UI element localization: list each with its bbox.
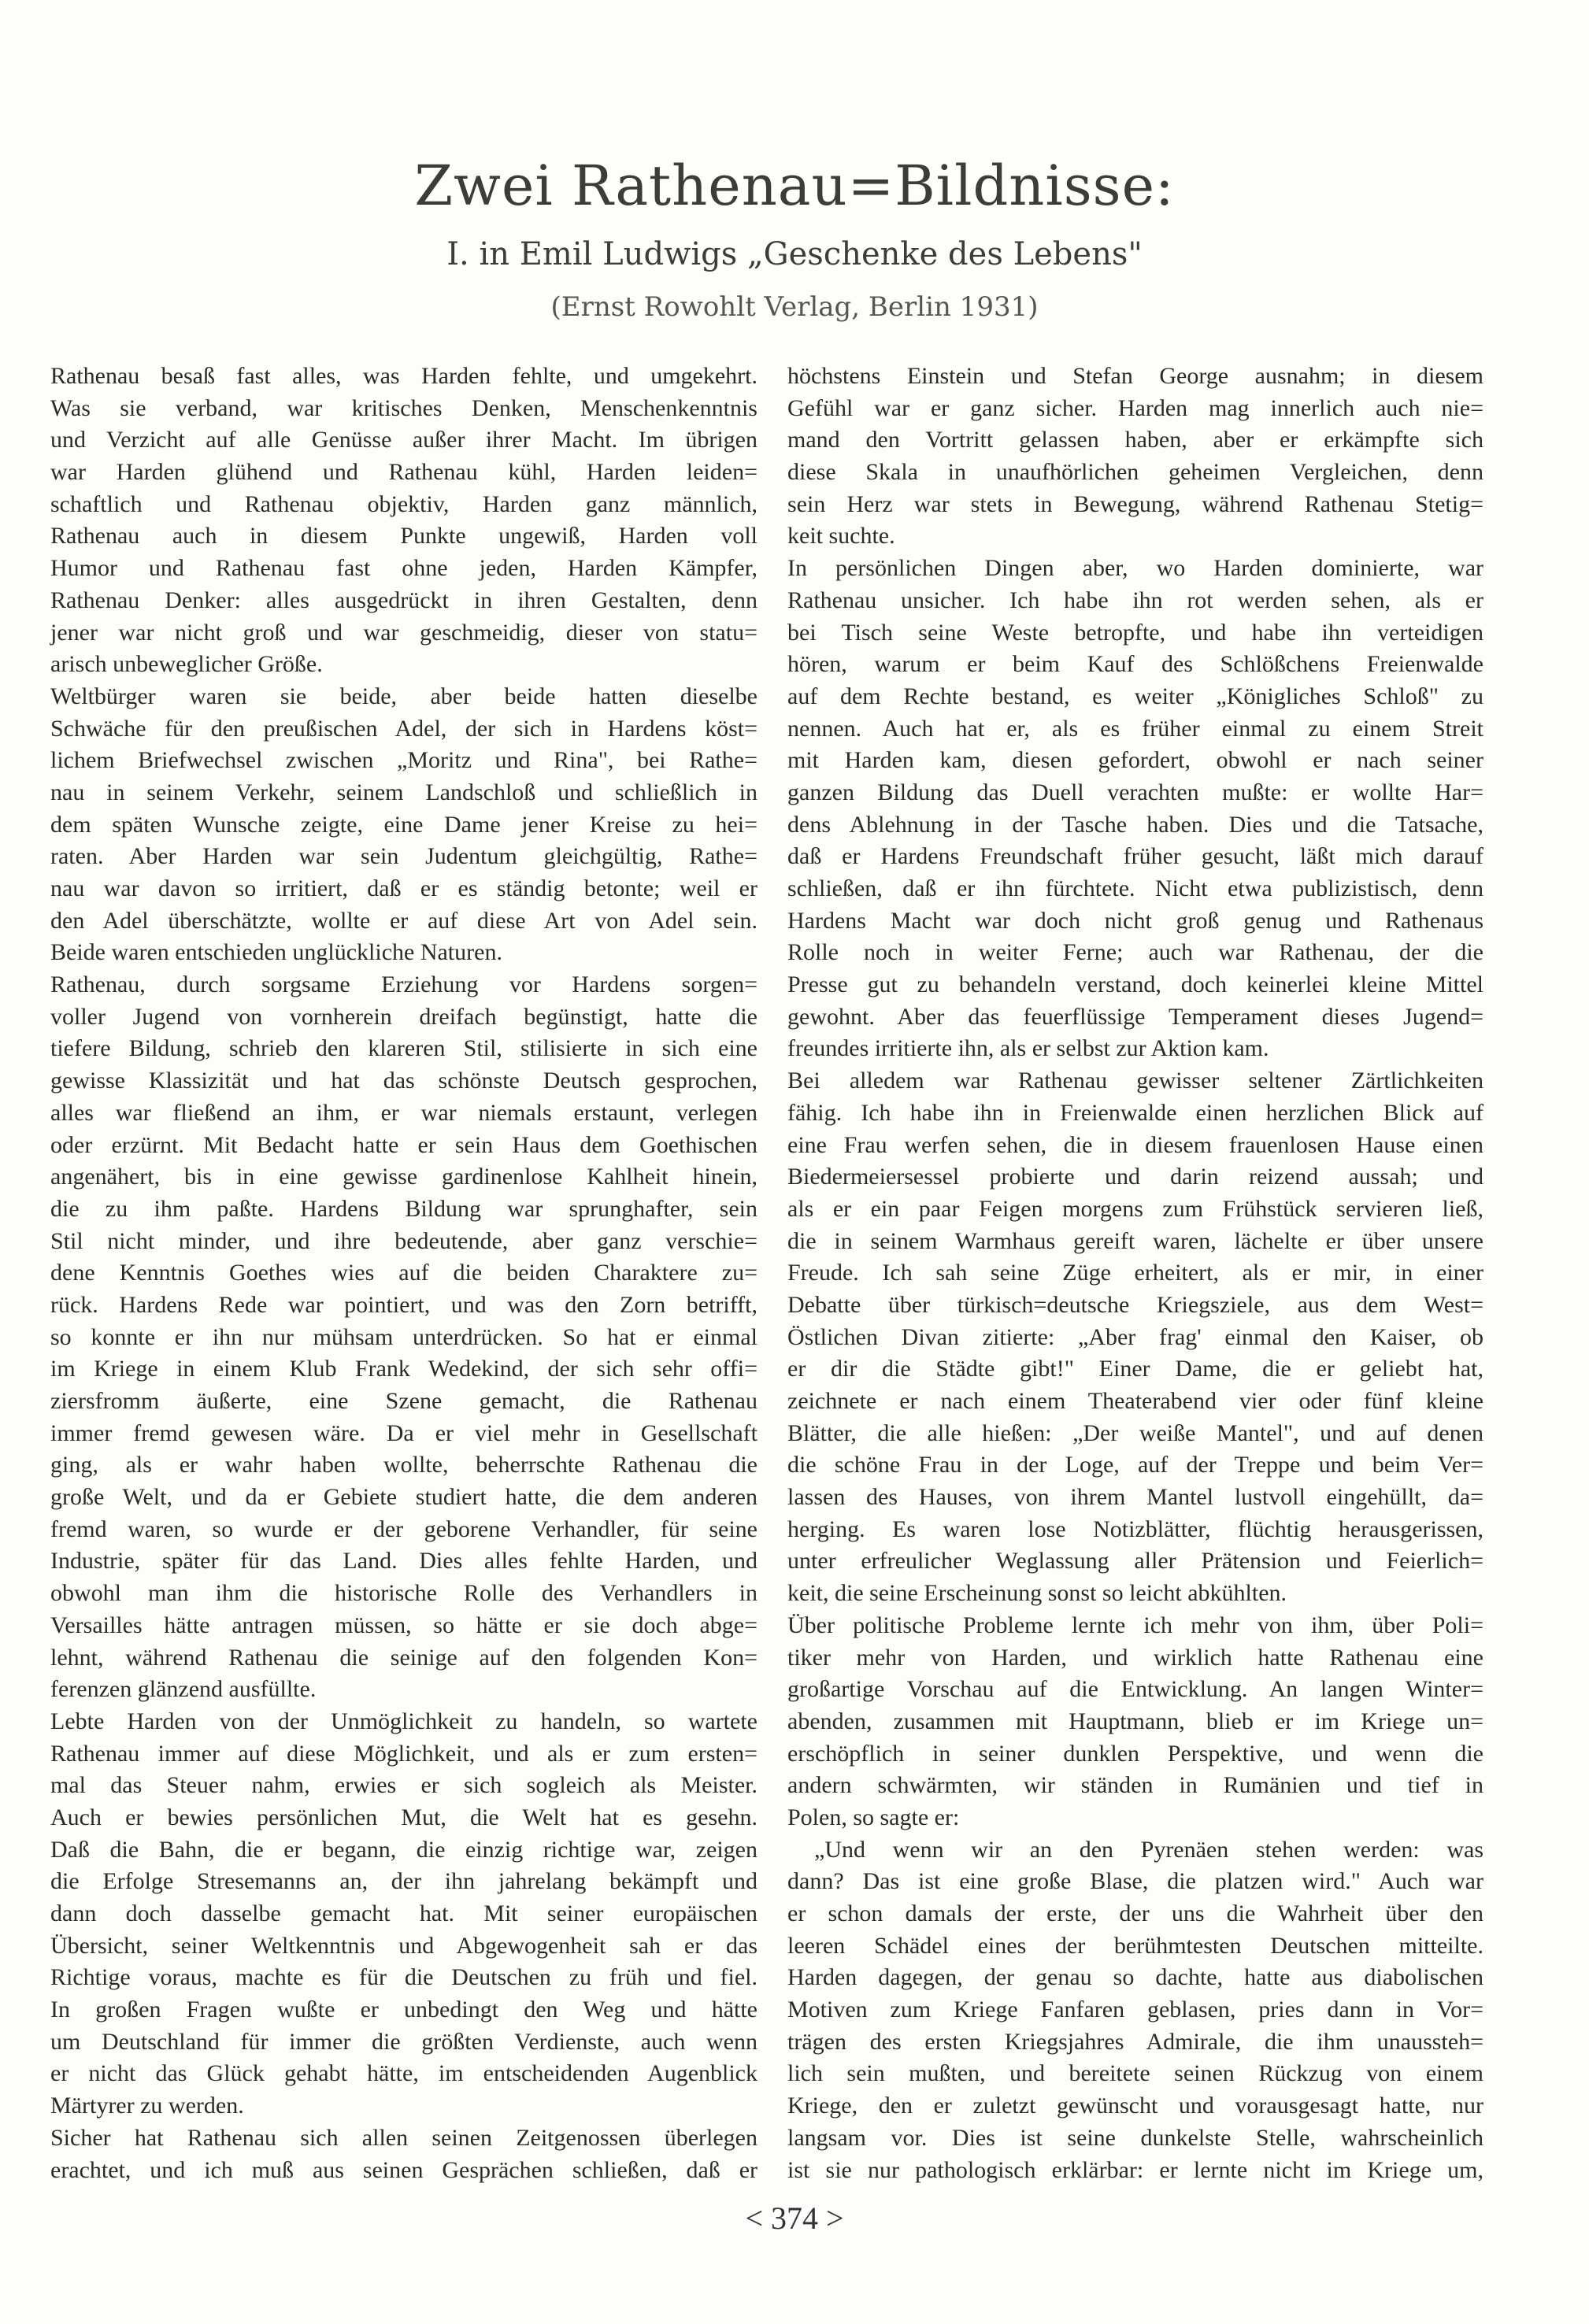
text-line: fremd waren, so wurde er der geborene Verhandler, für seine [50, 1515, 757, 1542]
text-line: dens Ablehnung in der Tasche haben. Dies und die Tatsache, [787, 811, 1483, 838]
text-line: Lebte Harden von der Unmöglichkeit zu handeln, so wartete [50, 1708, 757, 1734]
text-line: angenähert, bis in eine gewisse gardinenlose Kahlheit hinein, [50, 1164, 757, 1190]
text-line: andern schwärmten, wir ständen in Rumänien und tief in [787, 1772, 1483, 1799]
text-line: fähig. Ich habe ihn in Freienwalde einen herzlichen Blick auf [787, 1099, 1483, 1126]
text-line: mal das Steuer nahm, erwies er sich sogleich als Meister. [50, 1772, 757, 1799]
text-line: große Welt, und da er Gebiete studiert hatte, die dem anderen [50, 1484, 757, 1511]
text-line: zeichnete er nach einem Theaterabend vier oder fünf kleine [787, 1388, 1483, 1414]
publisher-note: (Ernst Rowohlt Verlag, Berlin 1931) [550, 291, 1039, 323]
text-line: um Deutschland für immer die größten Verdienste, auch wenn [50, 2028, 757, 2055]
text-line: Humor und Rathenau fast ohne jeden, Harden Kämpfer, [50, 555, 757, 582]
text-line: Weltbürger waren sie beide, aber beide hatten dieselbe [50, 683, 757, 709]
page-number: < 374 > [745, 2200, 844, 2236]
text-line: rück. Hardens Rede war pointiert, und was den Zorn betrifft, [50, 1291, 757, 1318]
text-line: sein Herz war stets in Bewegung, während Rathenau Stetig= [787, 490, 1483, 517]
text-line: arisch unbeweglicher Größe. [50, 651, 323, 678]
text-line: gewohnt. Aber das feuerflüssige Temperament dieses Jugend= [787, 1003, 1483, 1030]
text-line: Rathenau besaß fast alles, was Harden fehlte, und umgekehrt. [50, 363, 757, 389]
text-line: Richtige voraus, machte es für die Deutschen zu früh und fiel. [50, 1964, 757, 1991]
text-line: Rolle noch in weiter Ferne; auch war Rathenau, der die [787, 939, 1483, 966]
text-line: jener war nicht groß und war geschmeidig, dieser von statu= [50, 619, 757, 646]
text-line: Rathenau, durch sorgsame Erziehung vor Hardens sorgen= [50, 971, 757, 998]
text-line: tiker mehr von Harden, und wirklich hatte Rathenau eine [787, 1644, 1483, 1671]
text-line: er dir die Städte gibt!" Einer Dame, die er geliebt hat, [787, 1356, 1483, 1382]
text-line: die schöne Frau in der Loge, auf der Treppe und beim Ver= [787, 1452, 1483, 1478]
text-line: diese Skala in unaufhörlichen geheimen Vergleichen, denn [787, 459, 1483, 486]
text-line: Was sie verband, war kritisches Denken, Menschenkenntnis [50, 394, 757, 421]
text-line: Versailles hätte antragen müssen, so hätte er sie doch abge= [50, 1612, 757, 1638]
text-line: und Verzicht auf alle Genüsse außer ihrer Macht. Im übrigen [50, 427, 757, 453]
text-line: so konnte er ihn nur mühsam unterdrücken. So hat er einmal [50, 1323, 757, 1350]
text-line: den Adel überschätzte, wollte er auf diese Art von Adel sein. [50, 907, 757, 934]
text-line: lassen des Hauses, von ihrem Mantel lustvoll eingehüllt, da= [787, 1484, 1483, 1511]
text-line: In persönlichen Dingen aber, wo Harden dominierte, war [787, 555, 1483, 582]
text-line: raten. Aber Harden war sein Judentum gleichgültig, Rathe= [50, 843, 757, 870]
text-line: Rathenau Denker: alles ausgedrückt in ihren Gestalten, denn [50, 587, 757, 613]
text-line: ferenzen glänzend ausfüllte. [50, 1676, 317, 1703]
text-line: er nicht das Glück gehabt hätte, im entscheidenden Augenblick [50, 2060, 757, 2087]
text-line: Über politische Probleme lernte ich mehr von ihm, über Poli= [787, 1612, 1483, 1638]
text-line: erachtet, und ich muß aus seinen Gesprächen schließen, daß er [50, 2156, 757, 2183]
text-line: keit, die seine Erscheinung sonst so leicht abkühlten. [787, 1580, 1287, 1607]
text-line: Polen, so sagte er: [787, 1804, 960, 1830]
text-line: höchstens Einstein und Stefan George ausnahm; in diesem [787, 363, 1483, 389]
text-line: hören, warum er beim Kauf des Schlößchens Freienwalde [787, 651, 1483, 678]
text-line: die Erfolge Stresemanns an, der ihn jahrelang bekämpft und [50, 1868, 757, 1895]
text-line: Gefühl war er ganz sicher. Harden mag innerlich auch nie= [787, 394, 1483, 421]
text-line: keit suchte. [787, 523, 895, 550]
text-line: Auch er bewies persönlichen Mut, die Welt hat es gesehn. [50, 1804, 757, 1830]
text-line: Freude. Ich sah seine Züge erheitert, als er mir, in einer [787, 1260, 1483, 1286]
text-column-right [787, 361, 1483, 2186]
text-line: war Harden glühend und Rathenau kühl, Harden leiden= [50, 459, 757, 486]
text-line: lehnt, während Rathenau die seinige auf den folgenden Kon= [50, 1644, 757, 1671]
text-line: eine Frau werfen sehen, die in diesem frauenlosen Hause einen [787, 1131, 1483, 1158]
text-line: Daß die Bahn, die er begann, die einzig richtige war, zeigen [50, 1836, 757, 1863]
text-line: nau war davon so irritiert, daß er es ständig betonte; weil er [50, 875, 757, 901]
text-line: nennen. Auch hat er, als es früher einmal zu einem Streit [787, 715, 1483, 742]
text-line: Rathenau immer auf diese Möglichkeit, und als er zum ersten= [50, 1740, 757, 1767]
text-line: tiefere Bildung, schrieb den klareren Stil, stilisierte in sich eine [50, 1035, 757, 1062]
text-line: Rathenau auch in diesem Punkte ungewiß, Harden voll [50, 523, 757, 550]
text-line: Debatte über türkisch=deutsche Kriegsziele, aus dem West= [787, 1291, 1483, 1318]
text-line: erschöpflich in seiner dunklen Perspektive, und wenn die [787, 1740, 1483, 1767]
text-line: leeren Schädel eines der berühmtesten Deutschen mitteilte. [787, 1932, 1483, 1959]
text-line: Schwäche für den preußischen Adel, der sich in Hardens köst= [50, 715, 757, 742]
text-line: Beide waren entschieden unglückliche Naturen. [50, 939, 502, 966]
text-line: ziersfromm äußerte, eine Szene gemacht, die Rathenau [50, 1388, 757, 1414]
text-line: Bei alledem war Rathenau gewisser seltener Zärtlichkeiten [787, 1068, 1483, 1094]
text-line: „Und wenn wir an den Pyrenäen stehen werden: was [814, 1836, 1483, 1863]
text-line: Sicher hat Rathenau sich allen seinen Zeitgenossen überlegen [50, 2124, 757, 2151]
text-line: voller Jugend von vornherein dreifach begünstigt, hatte die [50, 1003, 757, 1030]
text-line: lich sein mußten, und bereitete seinen Rückzug von einem [787, 2060, 1483, 2087]
text-line: gewisse Klassizität und hat das schönste Deutsch gesprochen, [50, 1068, 757, 1094]
text-line: alles war fließend an ihm, er war niemals erstaunt, verlegen [50, 1099, 757, 1126]
text-line: dann doch dasselbe gemacht hat. Mit seiner europäischen [50, 1900, 757, 1926]
text-line: Stil nicht minder, und ihre bedeutende, aber ganz verschie= [50, 1227, 757, 1254]
text-line: dann? Das ist eine große Blase, die platzen wird." Auch war [787, 1868, 1483, 1895]
text-line: großartige Vorschau auf die Entwicklung. An langen Winter= [787, 1676, 1483, 1703]
text-line: langsam vor. Dies ist seine dunkelste Stelle, wahrscheinlich [787, 2124, 1483, 2151]
text-line: Harden dagegen, der genau so dachte, hatte aus diabolischen [787, 1964, 1483, 1991]
text-line: oder erzürnt. Mit Bedacht hatte er sein Haus dem Goethischen [50, 1131, 757, 1158]
page-subtitle: I. in Emil Ludwigs „Geschenke des Lebens" [446, 236, 1143, 272]
text-line: obwohl man ihm die historische Rolle des Verhandlers in [50, 1580, 757, 1607]
text-line: lichem Briefwechsel zwischen „Moritz und Rina", bei Rathe= [50, 747, 757, 774]
text-line: ganzen Bildung das Duell verachten mußte: er wollte Har= [787, 779, 1483, 805]
text-line: Östlichen Divan zitierte: „Aber frag' einmal den Kaiser, ob [787, 1323, 1483, 1350]
text-line: mand den Vortritt gelassen haben, aber er erkämpfte sich [787, 427, 1483, 453]
text-line: ist sie nur pathologisch erklärbar: er lernte nicht im Kriege um, [787, 2156, 1483, 2183]
text-line: Kriege, den er zuletzt gewünscht und vorausgesagt hatte, nur [787, 2093, 1483, 2119]
text-line: freundes irritierte ihn, als er selbst zur Aktion kam. [787, 1035, 1269, 1062]
text-line: trägen des ersten Kriegsjahres Admirale, die ihm unaussteh= [787, 2028, 1483, 2055]
text-line: herging. Es waren lose Notizblätter, flüchtig herausgerissen, [787, 1515, 1483, 1542]
text-line: die zu ihm paßte. Hardens Bildung war sprunghafter, sein [50, 1195, 757, 1222]
text-line: er schon damals der erste, der uns die Wahrheit über den [787, 1900, 1483, 1926]
text-line: bei Tisch seine Weste betropfte, und habe ihn verteidigen [787, 619, 1483, 646]
page-title: Zwei Rathenau=Bildnisse: [414, 154, 1175, 218]
text-line: Biedermeiersessel probierte und darin reizend aussah; und [787, 1164, 1483, 1190]
text-line: im Kriege in einem Klub Frank Wedekind, der sich sehr offi= [50, 1356, 757, 1382]
text-line: Hardens Macht war doch nicht groß genug und Rathenaus [787, 907, 1483, 934]
text-line: die in seinem Warmhaus gereift waren, lächelte er über unsere [787, 1227, 1483, 1254]
text-line: daß er Hardens Freundschaft früher gesucht, läßt mich darauf [787, 843, 1483, 870]
text-line: ging, als er wahr haben wollte, beherrschte Rathenau die [50, 1452, 757, 1478]
text-line: dene Kenntnis Goethes wies auf die beiden Charaktere zu= [50, 1260, 757, 1286]
text-line: In großen Fragen wußte er unbedingt den Weg und hätte [50, 1996, 757, 2023]
text-line: dem späten Wunsche zeigte, eine Dame jener Kreise zu hei= [50, 811, 757, 838]
text-line: mit Harden kam, diesen gefordert, obwohl er nach seiner [787, 747, 1483, 774]
text-line: unter erfreulicher Weglassung aller Prätension und Feierlich= [787, 1548, 1483, 1575]
text-line: abenden, zusammen mit Hauptmann, blieb er im Kriege un= [787, 1708, 1483, 1734]
text-line: auf dem Rechte bestand, es weiter „Königliches Schloß" zu [787, 683, 1483, 709]
text-line: Presse gut zu behandeln verstand, doch keinerlei kleine Mittel [787, 971, 1483, 998]
text-line: Rathenau unsicher. Ich habe ihn rot werden sehen, als er [787, 587, 1483, 613]
text-line: schaftlich und Rathenau objektiv, Harden ganz männlich, [50, 490, 757, 517]
text-line: als er ein paar Feigen morgens zum Frühstück servieren ließ, [787, 1195, 1483, 1222]
text-line: Motiven zum Kriege Fanfaren geblasen, pries dann in Vor= [787, 1996, 1483, 2023]
text-line: nau in seinem Verkehr, seinem Landschloß und schließlich in [50, 779, 757, 805]
text-line: Märtyrer zu werden. [50, 2093, 244, 2119]
text-column-left [50, 361, 757, 2186]
text-line: immer fremd gewesen wäre. Da er viel mehr in Gesellschaft [50, 1419, 757, 1446]
text-line: Industrie, später für das Land. Dies alles fehlte Harden, und [50, 1548, 757, 1575]
text-line: Übersicht, seiner Weltkenntnis und Abgewogenheit sah er das [50, 1932, 757, 1959]
text-line: schließen, daß er ihn fürchtete. Nicht etwa publizistisch, denn [787, 875, 1483, 901]
text-line: Blätter, die alle hießen: „Der weiße Mantel", und auf denen [787, 1419, 1483, 1446]
